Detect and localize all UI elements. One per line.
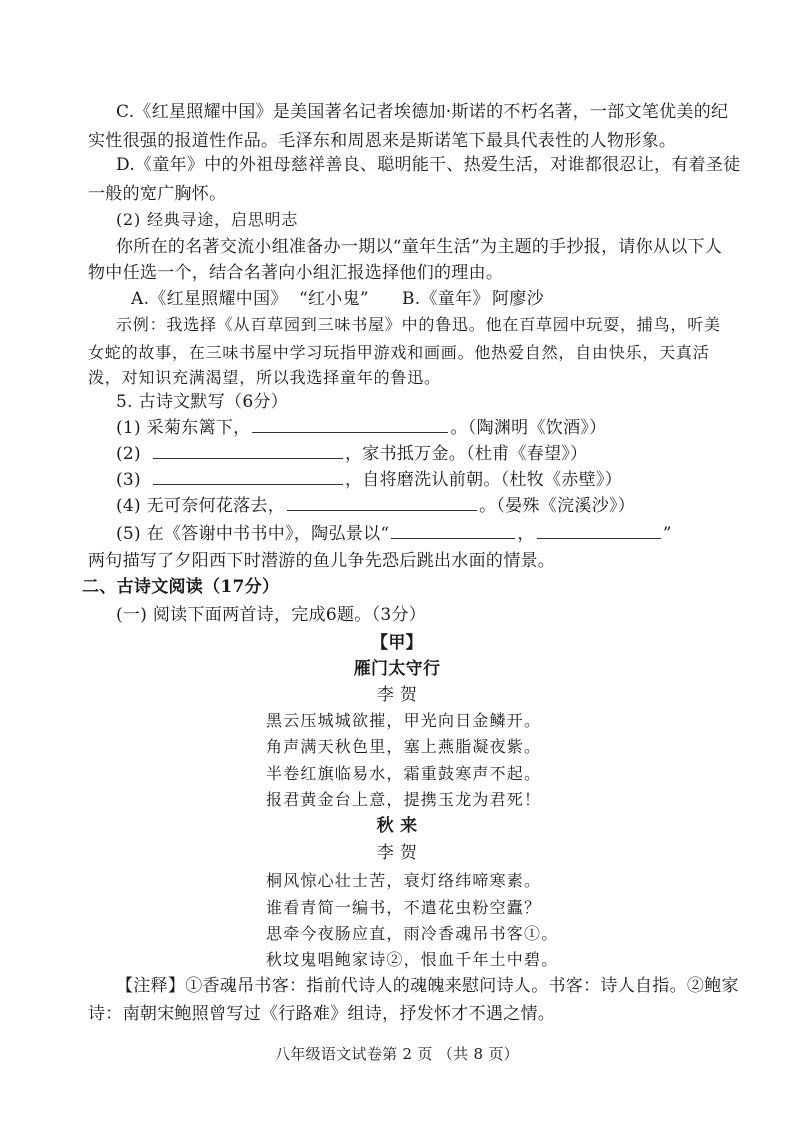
example-line-2: 女蛇的故事，在三味书屋中学习玩指甲游戏和画画。他热爱自然，自由快乐，天真活 [88, 343, 710, 362]
option-c-line-2: 实性很强的报道性作品。毛泽东和周恩来是斯诺笔下最具代表性的人物形象。 [88, 131, 677, 151]
choice-a-book: A.《红星照耀中国》 [131, 289, 288, 309]
q5-item-5-close-quote: ” [662, 524, 672, 544]
q5-item-1-answer-blank[interactable] [252, 415, 448, 433]
poem-a-author: 李 贺 [376, 685, 418, 705]
poem-a-label: 【甲】 [371, 633, 423, 653]
q5-item-1-prefix: (1) 采菊东篱下， [116, 418, 251, 438]
page-footer: 八年级语文试卷第 2 页 （共 8 页） [275, 1045, 519, 1063]
question-5-title: 5. 古诗文默写（6分） [116, 392, 289, 412]
q5-item-2-source: ，家书抵万金。（杜甫《春望》） [344, 444, 588, 464]
q5-item-3 [116, 467, 622, 493]
section-2-sub-heading: (一) 阅读下面两首诗，完成6题。（3分） [116, 605, 427, 625]
example-line-3: 泼，对知识充满渴望，所以我选择童年的鲁迅。 [88, 368, 441, 387]
q5-item-5-separator: ， [517, 524, 535, 544]
q5-item-5-line-2: 两句描写了夕阳西下时潜游的鱼儿争先恐后跳出水面的情景。 [88, 551, 556, 571]
q5-item-4-prefix: (4) 无可奈何花落去， [116, 496, 286, 516]
option-c-line-1: C.《红星照耀中国》是美国著名记者埃德加·斯诺的不朽名著，一部文笔优美的纪 [116, 102, 729, 122]
poem-b-line-1: 桐风惊心壮士苦，衰灯络纬啼寒素。 [266, 871, 542, 890]
poem-b-title: 秋 来 [376, 816, 418, 836]
poem-a-line-1: 黑云压城城欲摧，甲光向日金鳞开。 [266, 711, 542, 730]
q5-item-1-source: 。（陶渊明《饮酒》） [450, 418, 607, 438]
choice-a-person: “红小鬼” [299, 289, 369, 309]
question-2-title: (2) 经典寻途，启思明志 [116, 210, 299, 229]
option-d-line-1: D.《童年》中的外祖母慈祥善良、聪明能干、热爱生活，对谁都很忍让，有着圣徒 [116, 155, 741, 175]
poem-a-line-4: 报君黄金台上意，提携玉龙为君死！ [266, 790, 542, 809]
q5-item-4-answer-blank[interactable] [287, 493, 477, 511]
choice-b-book: B.《童年》 [402, 289, 490, 309]
poem-a-title: 雁门太守行 [353, 659, 441, 679]
choice-b-person: 阿廖沙 [492, 289, 544, 309]
poem-b-line-3: 思牵今夜肠应直，雨冷香魂吊书客①。 [266, 924, 559, 943]
question-2-prompt-line-1: 你所在的名著交流小组准备办一期以“童年生活”为主题的手抄报，请你从以下人 [116, 237, 723, 257]
poem-b-line-4: 秋坟鬼唱鲍家诗②，恨血千年土中碧。 [266, 950, 559, 969]
example-line-1: 示例：我选择《从百草园到三味书屋》中的鲁迅。他在百草园中玩耍，捕鸟，听美 [116, 315, 721, 334]
poem-b-line-2: 谁看青简一编书，不遣花虫粉空蠹？ [266, 898, 542, 917]
poem-a-line-3: 半卷红旗临易水，霜重鼓寒声不起。 [266, 764, 542, 783]
q5-item-4-source: 。（晏殊《浣溪沙》） [479, 496, 636, 516]
q5-item-5-prefix: (5) 在《答谢中书书中》，陶弘景以“ [116, 524, 390, 544]
q5-item-4 [116, 493, 635, 519]
q5-item-2-prefix: (2) [116, 444, 141, 464]
q5-item-5 [116, 521, 672, 547]
q5-item-2-answer-blank[interactable] [153, 441, 343, 459]
q5-item-3-prefix: (3) [116, 470, 141, 490]
section-2-heading: 二、古诗文阅读（17分） [82, 577, 280, 597]
q5-item-2 [116, 441, 587, 467]
q5-item-1 [116, 415, 606, 441]
q5-item-5-answer-blank-2[interactable] [537, 521, 661, 539]
q5-item-3-source: ，自将磨洗认前朝。（杜牧《赤壁》） [344, 470, 623, 490]
q5-item-5-answer-blank-1[interactable] [391, 521, 515, 539]
poem-b-author: 李 贺 [376, 843, 418, 863]
notes-line-2: 诗：南朝宋鲍照曾写过《行路难》组诗，抒发怀才不遇之情。 [88, 1004, 556, 1024]
q5-item-3-answer-blank[interactable] [153, 467, 343, 485]
option-d-line-2: 一般的宽广胸怀。 [88, 184, 227, 204]
poem-a-line-2: 角声满天秋色里，塞上燕脂凝夜紫。 [266, 737, 542, 756]
question-2-prompt-line-2: 物中任选一个，结合名著向小组汇报选择他们的理由。 [88, 263, 504, 283]
notes-line-1: 【注释】①香魂吊书客：指前代诗人的魂魄来慰问诗人。书客：诗人自指。②鲍家 [116, 976, 739, 996]
